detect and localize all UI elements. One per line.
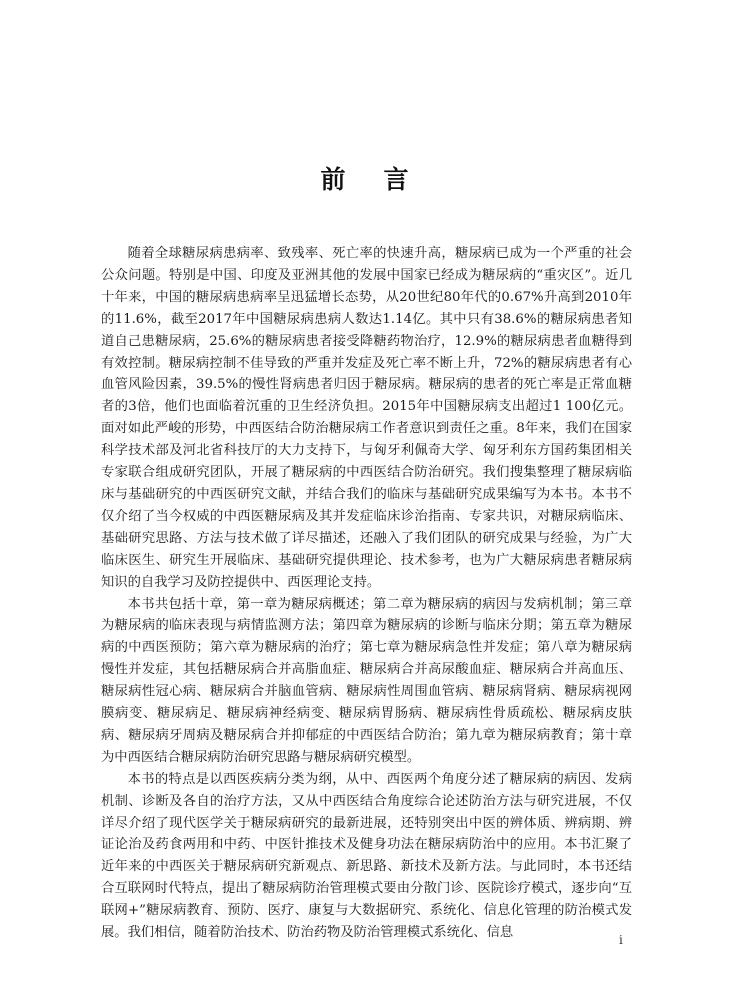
paragraph: 本书的特点是以西医疾病分类为纲，从中、西医两个角度分述了糖尿病的病因、发病机制、诊断及各自的治疗方法，又从中西医结合角度综合论述防治方法与研究进展，不仅详尽介绍了现代医学关于糖尿病研究的最新进展，还特别突出中医的辨体质、辨病期、辨证论治及药食两用和中药、中医针推技术及健身功法在糖尿病防治中的应用。本书汇聚了近年来的中西医关于糖尿病研究新观点、新思路、新技术及新方法。与此同时，本书还结合互联网时代特点，提出了糖尿病防治管理模式要由分散门诊、医院诊疗模式，逐步向“互联网+”糖尿病教育、预防、医疗、康复与大数据研究、系统化、信息化管理的防治模式发展。我们相信，随着防治技术、防治药物及防治管理模式系统化、信息 <box>101 771 632 941</box>
preface-body <box>101 243 632 944</box>
page-title: 前言 <box>320 165 447 194</box>
paragraph: 本书共包括十章，第一章为糖尿病概述；第二章为糖尿病的病因与发病机制；第三章为糖尿病的临床表现与病情监测方法；第四章为糖尿病的诊断与临床分期；第五章为糖尿病的中西医预防；第六章为糖尿病的治疗；第七章为糖尿病急性并发症；第八章为糖尿病慢性并发症，其包括糖尿病合并高脂血症、糖尿病合并高尿酸血症、糖尿病合并高血压、糖尿病性冠心病、糖尿病合并脑血管病、糖尿病性周围血管病、糖尿病肾病、糖尿病视网膜病变、糖尿病足、糖尿病神经病变、糖尿病胃肠病、糖尿病性骨质疏松、糖尿病皮肤病、糖尿病牙周病及糖尿病合并抑郁症的中西医结合防治；第九章为糖尿病教育；第十章为中西医结合糖尿病防治研究思路与糖尿病研究模型。 <box>101 596 632 765</box>
page-number: i <box>619 933 623 947</box>
paragraph: 随着全球糖尿病患病率、致残率、死亡率的快速升高，糖尿病已成为一个严重的社会公众问题。特别是中国、印度及亚洲其他的发展中国家已经成为糖尿病的“重灾区”。近几十年来，中国的糖尿病患病率呈迅猛增长态势，从20世纪80年代的0.67%升高到2010年的11.6%，截至2017年中国糖尿病患病人数达1.14亿。其中只有38.6%的糖尿病患者知道自己患糖尿病，25.6%的糖尿病患者接受降糖药物治疗，12.9%的糖尿病患者血糖得到有效控制。糖尿病控制不佳导致的严重并发症及死亡率不断上升，72%的糖尿病患者有心血管风险因素，39.5%的慢性肾病患者归因于糖尿病。糖尿病的患者的死亡率是正常血糖者的3倍，他们也面临着沉重的卫生经济负担。2015年中国糖尿病支出超过1 100亿元。面对如此严峻的形势，中西医结合防治糖尿病工作者意识到责任之重。8年来，我们在国家科学技术部及河北省科技厅的大力支持下，与匈牙利佩奇大学、匈牙利东方国药集团相关专家联合组成研究团队，开展了糖尿病的中西医结合防治研究。我们搜集整理了糖尿病临床与基础研究的中西医研究文献，并结合我们的临床与基础研究成果编写为本书。本书不仅介绍了当今权威的中西医糖尿病及其并发症临床诊治指南、专家共识，对糖尿病临床、基础研究思路、方法与技术做了详尽描述，还融入了我们团队的研究成果与经验，为广大临床医生、研究生开展临床、基础研究提供理论、技术参考，也为广大糖尿病患者糖尿病知识的自我学习及防控提供中、西医理论支持。 <box>101 246 632 590</box>
